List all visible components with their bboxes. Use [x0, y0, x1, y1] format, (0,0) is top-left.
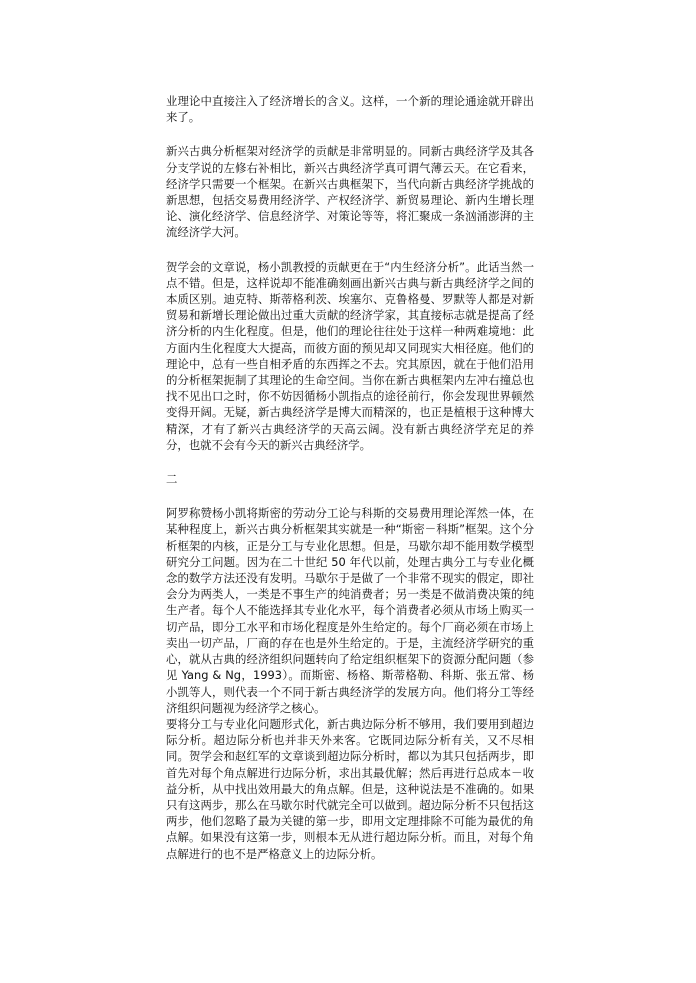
paragraph-gap	[166, 453, 534, 471]
paragraph-gap	[166, 241, 534, 259]
paragraph-gap	[166, 487, 534, 505]
paragraph-1: 业理论中直接注入了经济增长的含义。这样，一个新的理论通途就开辟出来了。	[166, 94, 534, 125]
paragraph-3: 贺学会的文章说，杨小凯教授的贡献更在于“内生经济分析”。此话当然一点不错。但是，这样说却不能准确刻画出新兴古典与新古典经济学之间的本质区别。迪克特、斯蒂格利茨、埃塞尔、克鲁格曼、罗默等人都是对新贸易和新增长理论做出过重大贡献的经济学家，其直接标志就是提高了经济分析的内生化程度。但是，他们的理论往往处于这样一种两难境地：此方面内生化程度大大提高，而彼方面的预见却又同现实大相径庭。他们的理论中，总有一些自相矛盾的东西挥之不去。究其原因，就在于他们沿用的分析框架扼制了其理论的生命空间。当你在新古典框架内左冲右撞总也找不见出口之时，你不妨因循杨小凯指点的途径前行，你会发现世界顿然变得开阔。无疑，新古典经济学是博大而精深的，也正是植根于这种博大精深，才有了新兴古典经济学的天高云阔。没有新古典经济学充足的养分，也就不会有今天的新兴古典经济学。	[166, 259, 534, 452]
paragraph-2: 新兴古典分析框架对经济学的贡献是非常明显的。同新古典经济学及其各分支学说的左修右补相比，新兴古典经济学真可谓气薄云天。在它看来，经济学只需要一个框架。在新兴古典框架下，当代向新古典经济学挑战的新思想，包括交易费用经济学、产权经济学、新贸易理论、新内生增长理论、演化经济学、信息经济学、对策论等等，将汇聚成一条汹涌澎湃的主流经济学大河。	[166, 144, 534, 240]
paragraph-5: 要将分工与专业化问题形式化，新古典边际分析不够用，我们要用到超边际分析。超边际分析也并非天外来客。它既同边际分析有关，又不尽相同。贺学会和赵红军的文章谈到超边际分析时，都以为其只包括两步，即首先对每个角点解进行边际分析，求出其最优解；然后再进行总成本－收益分析，从中找出效用最大的角点解。但是，这种说法是不准确的。如果只有这两步，那么在马歇尔时代就完全可以做到。超边际分析不只包括这两步，他们忽略了最为关键的第一步，即用文定理排除不可能为最优的角点解。如果没有这第一步，则根本无从进行超边际分析。而且，对每个角点解进行的也不是严格意义上的边际分析。	[166, 716, 534, 861]
paragraph-4: 阿罗称赞杨小凯将斯密的劳动分工论与科斯的交易费用理论浑然一体，在某种程度上，新兴古典分析框架其实就是一种“斯密－科斯”框架。这个分析框架的内核，正是分工与专业化思想。但是，马歇尔却不能用数学模型研究分工问题。因为在二十世纪 50 年代以前，处理古典分工与专业化概念的数学方法还没有发明。马歇尔于是做了一个非常不现实的假定，即社会分为两类人，一类是不事生产的纯消费者；另一类是不做消费决策的纯生产者。每个人不能选择其专业化水平，每个消费者必须从市场上购买一切产品，即分工水平和市场化程度是外生给定的。每个厂商必须在市场上卖出一切产品，厂商的存在也是外生给定的。于是，主流经济学研究的重心，就从古典的经济组织问题转向了给定组织框架下的资源分配问题（参见 Yang & Ng，1993）。而斯密、杨格、斯蒂格勒、科斯、张五常、杨小凯等人，则代表一个不同于新古典经济学的发展方向。他们将分工等经济组织问题视为经济学之核心。	[166, 506, 534, 715]
section-number: 二	[166, 472, 178, 487]
document-page	[166, 93, 534, 862]
paragraph-gap	[166, 125, 534, 143]
